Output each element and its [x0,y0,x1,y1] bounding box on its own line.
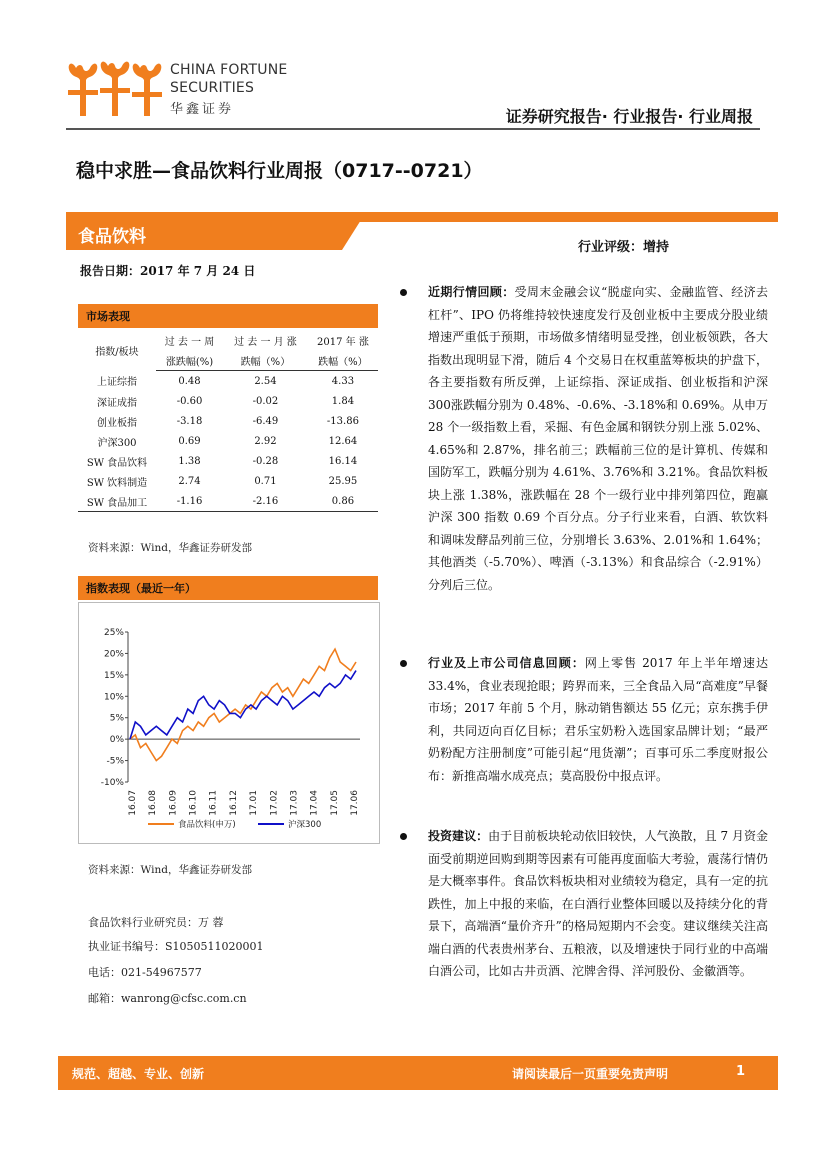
y-tick-label: 25% [103,628,124,638]
legend-label: 食品饮料(申万) [178,820,236,830]
analyst-phone: 电话：021-54967577 [88,966,202,979]
bullet-text: 由于目前板块轮动依旧较快，人气涣散，且 7 月资金面受前期逆回购到期等因素有可能再度面临大考验，震荡行情仍是大概率事件。食品饮料板块相对业绩较为稳定，具有一定的抗跌性，加上中报的来临，在白酒行业整体回暖以及持续分化的背景下，高端酒“量价齐升”的格局短期内不会变。建议继续关注高端白酒的代表贵州茅台、五粮液，以及增速快于同行业的中高端白酒公司，比如古井贡酒、沱牌舍得、洋河股份、金徽酒等。 [428,829,768,978]
row-name: 沪深300 [97,437,137,449]
table-row [78,491,378,512]
x-tick-label: 17.02 [269,790,280,816]
logo-text-line1: CHINA FORTUNE [170,62,288,78]
bullet-text: 受周末金融会议“脱虚向实、金融监管、经济去杠杆”、IPO 仍将维持较快速度发行及创业板中主要成分股业绩增速严重低于预期，市场做多情绪明显受挫，创业板领跌，各大指数出现明显下滑，随后 4 个交易日在权重蓝筹板块的护盘下，各主要指数有所反弹，上证综指、深证成指、创业板指和沪深300涨跌幅分别为 0.48%、-0.6%、-3.18%和 0.69%。从申万 28 个一级指数上看，采掘、有色金属和钢铁分别上涨 5.02%、4.65%和 2.87%，排名前三；跌幅前三位的是计算机、传媒和国防军工，跌幅分别为 4.61%、3.76%和 3.21%。食品饮料板块上涨 1.38%，涨跌幅在 28 个一级行业中排列第四位，跑赢沪深 300 指数 0.69 个百分点。分子行业来看，白酒、软饮料和调味发酵品列前三位，分别增长 3.63%、2.01%和 1.64%；其他酒类（-5.70%）、啤酒（-3.13%）和食品综合（-2.91%）分列后三位。 [428,285,768,592]
y-tick-label: 20% [103,649,124,660]
x-tick-label: 16.10 [188,790,199,816]
cell-week: -1.16 [156,491,223,512]
analyst-email: 邮箱：wanrong@cfsc.com.cn [88,992,247,1005]
table-row [78,451,378,471]
cell-year: 16.14 [328,455,358,467]
cell-week: 1.38 [178,455,201,467]
table-row [78,391,378,411]
cell-year: -13.86 [326,415,359,427]
y-tick-label: -5% [106,756,124,767]
bullet-market-review [428,281,768,596]
y-tick-label: 0% [109,735,124,746]
cell-month: -0.28 [252,455,279,467]
bullet-icon [400,833,407,840]
x-tick-label: 17.06 [350,790,360,816]
market-table [78,330,378,512]
bullet-label: 行业及上市公司信息回顾： [428,656,585,670]
row-name: 深证成指 [97,397,137,409]
y-tick-label: -10% [100,778,124,788]
table-row [78,431,378,451]
x-tick-label: 16.11 [208,790,219,816]
report-date: 报告日期：2017 年 7 月 24 日 [80,264,256,278]
cell-week: -0.60 [176,395,203,407]
chart-source: 资料来源：Wind，华鑫证券研发部 [88,864,252,876]
table-source: 资料来源：Wind，华鑫证券研发部 [88,542,252,554]
cell-month: 2.92 [254,435,277,447]
cell-week: 0.48 [178,375,201,387]
market-section-title: 市场表现 [86,310,130,323]
cell-year: 4.33 [331,375,355,387]
bullet-label: 投资建议： [428,829,489,843]
footer-disclaimer: 请阅读最后一页重要免责声明 [512,1067,669,1081]
x-tick-label: 16.12 [228,790,239,816]
chart-section-header [78,576,378,600]
cell-week: -3.18 [176,415,203,427]
analyst-cert: 执业证书编号：S1050511020001 [88,940,264,953]
x-tick-label: 16.09 [168,790,179,816]
market-section-header [78,304,378,328]
series-line-1 [130,671,356,740]
bullet-icon [400,289,407,296]
row-name: SW 食品饮料 [86,457,148,469]
x-tick-label: 17.03 [289,790,300,816]
series-line-0 [130,649,356,761]
col-header-week-2: 涨跌幅(%) [156,350,223,371]
chart-section-title: 指数表现（最近一年） [86,582,196,595]
header-divider [66,128,760,130]
cell-year: 1.84 [331,395,355,407]
bullet-industry-news [428,652,768,787]
col-header-index: 指数/板块 [95,346,139,358]
cell-month: -6.49 [252,415,279,427]
table-row [78,371,378,392]
cell-month: -0.02 [252,395,279,407]
x-tick-label: 17.04 [309,790,320,816]
table-row [78,411,378,431]
row-name: SW 饮料制造 [86,477,148,489]
page-number: 1 [736,1064,746,1079]
row-name: SW 食品加工 [78,491,156,512]
x-tick-label: 17.01 [249,790,260,816]
logo-text-cn: 华鑫证券 [170,102,235,117]
row-name: 创业板指 [97,417,137,429]
legend-label: 沪深300 [288,820,322,830]
bullet-icon [400,660,407,667]
cell-week: 0.69 [178,435,201,447]
row-name: 上证综指 [97,377,137,389]
x-tick-label: 17.05 [329,790,340,816]
col-header-month: 过 去 一 月 涨 [234,336,297,348]
cell-year: 25.95 [328,475,358,487]
bullet-investment-advice [428,825,768,983]
bullet-label: 近期行情回顾： [428,285,515,299]
cell-month: 2.54 [254,375,277,387]
cell-month: 0.71 [254,475,277,487]
cell-year: 0.86 [308,491,378,512]
company-logo [66,58,162,120]
y-tick-label: 5% [109,713,124,724]
report-type: 证券研究报告· 行业报告· 行业周报 [505,107,753,126]
report-title: 稳中求胜—食品饮料行业周报（0717--0721） [76,160,483,182]
y-tick-label: 10% [103,692,124,703]
col-header-year: 2017 年 涨 [317,336,369,348]
index-chart [78,602,378,842]
analyst-name: 食品饮料行业研究员：万 蓉 [88,916,224,929]
y-tick-label: 15% [103,670,124,681]
cell-year: 12.64 [328,435,358,447]
bullet-text: 网上零售 2017 年上半年增速达 33.4%，食业表现抢眼；跨界而来，三全食品入局“高难度”早餐市场；2017 年前 5 个月，脉动销售额达 55 亿元；京东携手伊利，共同迈向百亿目标；君乐宝奶粉入选国家品牌计划；“最严奶粉配方注册制度”可能引起“甩货潮”；百事可乐二季度财报公布：新推高端水成亮点；莫高股份中报点评。 [428,656,768,783]
industry-rating: 行业评级：增持 [578,240,670,255]
x-tick-label: 16.08 [148,790,159,816]
footer-slogan: 规范、超越、专业、创新 [72,1067,205,1081]
col-header-week: 过 去 一 周 [164,336,215,348]
cell-week: 2.74 [178,475,201,487]
sector-name: 食品饮料 [78,227,146,247]
col-header-month-2: 跌幅（%） [223,350,308,371]
cell-month: -2.16 [223,491,308,512]
col-header-year-2: 跌幅（%） [308,350,378,371]
table-row [78,471,378,491]
x-tick-label: 16.07 [128,790,138,816]
logo-text-line2: SECURITIES [170,80,255,96]
